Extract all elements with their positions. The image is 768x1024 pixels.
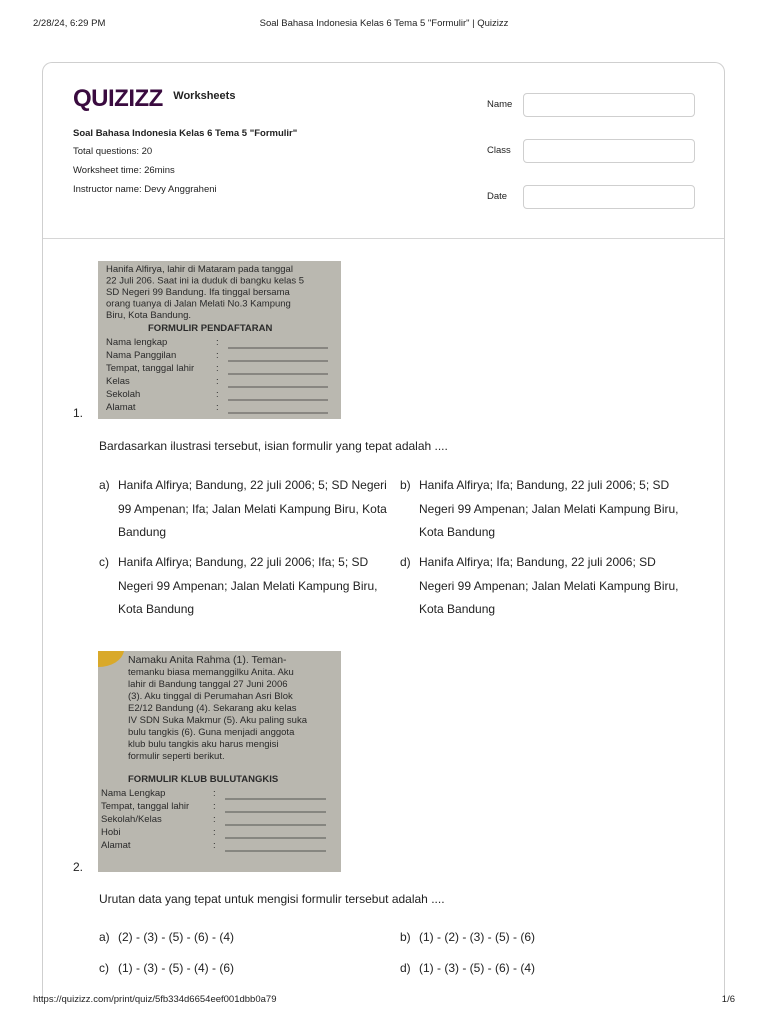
- image-form-field: Alamat: [101, 840, 131, 851]
- option-text: Hanifa Alfirya; Bandung, 22 juli 2006; 5; SD Negeri 99 Ampenan; Ifa; Jalan Melati Kampung Biru, Kota Bandung: [118, 478, 387, 539]
- image-line: IV SDN Suka Makmur (5). Aku paling suka: [128, 715, 307, 726]
- image-form-field: Sekolah/Kelas: [101, 814, 162, 825]
- worksheet-time: Worksheet time: 26mins: [73, 165, 175, 176]
- image-form-field: Hobi: [101, 827, 121, 838]
- image-line: SD Negeri 99 Bandung. Ifa tinggal bersama: [106, 287, 290, 298]
- question-number: 1.: [73, 406, 84, 420]
- image-line: 22 Juli 206. Saat ini ia duduk di bangku kelas 5: [106, 275, 305, 287]
- image-form-field: Tempat, tanggal lahir: [106, 363, 195, 374]
- image-form-field: Alamat: [106, 402, 136, 413]
- image-form-title: FORMULIR KLUB BULUTANGKIS: [128, 774, 279, 785]
- image-line: Hanifa Alfirya, lahir di Mataram pada tanggal: [106, 264, 293, 275]
- total-questions: Total questions: 20: [73, 146, 153, 157]
- svg-text::: :: [213, 788, 216, 799]
- image-form-field: Nama lengkap: [106, 337, 168, 348]
- date-field: [487, 185, 695, 209]
- svg-text::: :: [216, 337, 219, 348]
- svg-text::: :: [216, 350, 219, 361]
- class-input-box[interactable]: [523, 139, 695, 163]
- svg-text::: :: [216, 402, 219, 413]
- name-input-box[interactable]: [523, 93, 695, 117]
- image-form-field: Tempat, tanggal lahir: [101, 801, 190, 812]
- date-label: Date: [487, 191, 508, 202]
- image-line: E2/12 Bandung (4). Sekarang aku kelas: [128, 703, 297, 714]
- svg-text::: :: [213, 840, 216, 851]
- name-input[interactable]: [524, 94, 694, 116]
- image-line: formulir seperti berikut.: [128, 751, 225, 762]
- svg-text::: :: [216, 363, 219, 374]
- print-url: https://quizizz.com/print/quiz/5fb334d6654eef001dbb0a79: [33, 994, 277, 1005]
- image-form-title: FORMULIR PENDAFTARAN: [148, 323, 273, 334]
- option-label: d): [400, 961, 411, 975]
- image-line: bulu tangkis (6). Guna menjadi anggota: [128, 727, 295, 738]
- question-text: Bardasarkan ilustrasi tersebut, isian formulir yang tepat adalah ....: [99, 439, 448, 453]
- image-line: Biru, Kota Bandung.: [106, 310, 192, 321]
- class-field: [487, 139, 695, 163]
- option-label: a): [99, 478, 110, 492]
- svg-text::: :: [216, 389, 219, 400]
- instructor-name: Instructor name: Devy Anggraheni: [73, 184, 217, 195]
- image-line: temanku biasa memanggilku Anita. Aku: [128, 667, 294, 678]
- logo-subtitle: Worksheets: [173, 90, 236, 102]
- question-image: [98, 261, 341, 419]
- question-number: 2.: [73, 860, 84, 874]
- image-line: Namaku Anita Rahma (1). Teman-: [128, 654, 287, 666]
- question-image: [98, 651, 341, 872]
- option-text: (1) - (3) - (5) - (4) - (6): [118, 961, 234, 975]
- print-page-number: 1/6: [721, 994, 735, 1005]
- option-text: Hanifa Alfirya; Bandung, 22 juli 2006; Ifa; 5; SD Negeri 99 Ampenan; Jalan Melati Kampung Biru, Kota Bandung: [118, 555, 378, 616]
- worksheet-header: [43, 63, 724, 239]
- image-form-field: Nama Panggilan: [106, 350, 177, 361]
- option-text: Hanifa Alfirya; Ifa; Bandung, 22 juli 2006; 5; SD Negeri 99 Ampenan; Jalan Melati Kampung Biru, Kota Bandung: [419, 478, 679, 539]
- option-label: d): [400, 555, 411, 569]
- name-label: Name: [487, 99, 513, 110]
- option-text: (1) - (2) - (3) - (5) - (6): [419, 930, 535, 944]
- image-form-field: Kelas: [106, 376, 130, 387]
- date-input-box[interactable]: [523, 185, 695, 209]
- svg-text::: :: [216, 376, 219, 387]
- image-form-field: Nama Lengkap: [101, 788, 166, 799]
- print-datetime: 2/28/24, 6:29 PM: [33, 18, 106, 29]
- quizizz-logo: QUIZIZZ: [73, 85, 163, 112]
- logo-row: [73, 85, 235, 113]
- print-page-title: Soal Bahasa Indonesia Kelas 6 Tema 5 "Formulir" | Quizizz: [259, 18, 509, 29]
- svg-text::: :: [213, 801, 216, 812]
- worksheet-card: [42, 62, 725, 1002]
- option-label: a): [99, 930, 110, 944]
- print-footer: [33, 994, 735, 1008]
- image-form-field: Sekolah: [106, 389, 141, 400]
- question-text: Urutan data yang tepat untuk mengisi formulir tersebut adalah ....: [99, 892, 445, 906]
- option-label: b): [400, 478, 411, 492]
- date-input[interactable]: [524, 186, 694, 208]
- option-label: c): [99, 555, 109, 569]
- svg-text::: :: [213, 827, 216, 838]
- class-label: Class: [487, 145, 511, 156]
- worksheet-title: Soal Bahasa Indonesia Kelas 6 Tema 5 "Formulir": [73, 128, 298, 139]
- option-text: (1) - (3) - (5) - (6) - (4): [419, 961, 535, 975]
- option-text: Hanifa Alfirya; Ifa; Bandung, 22 juli 2006; SD Negeri 99 Ampenan; Jalan Melati Kampung Biru, Kota Bandung: [419, 555, 679, 616]
- worksheet-meta: [73, 127, 313, 202]
- print-header: [33, 18, 735, 32]
- image-line: (3). Aku tinggal di Perumahan Asri Blok: [128, 691, 293, 702]
- image-line: orang tuanya di Jalan Melati No.3 Kampung: [106, 298, 291, 310]
- class-input[interactable]: [524, 140, 694, 162]
- image-line: klub bulu tangkis aku harus mengisi: [128, 739, 279, 750]
- image-line: lahir di Bandung tanggal 27 Juni 2006: [128, 679, 288, 690]
- option-text: (2) - (3) - (5) - (6) - (4): [118, 930, 234, 944]
- option-label: b): [400, 930, 411, 944]
- name-field: [487, 93, 695, 117]
- svg-text::: :: [213, 814, 216, 825]
- option-label: c): [99, 961, 109, 975]
